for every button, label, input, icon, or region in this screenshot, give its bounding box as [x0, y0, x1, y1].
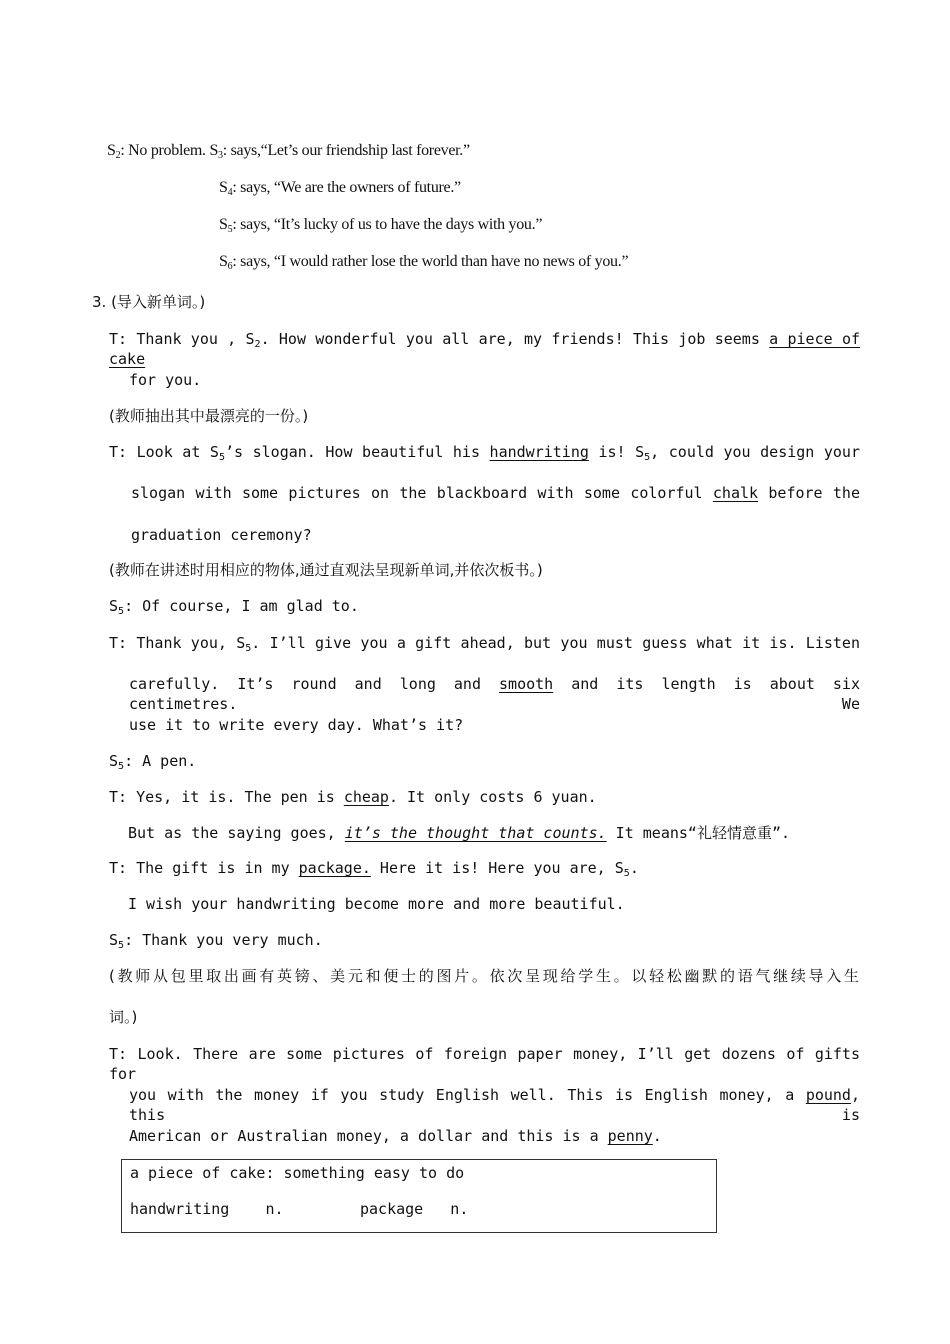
dialogue-s4: [219, 178, 461, 198]
dialogue-text: : says,“Let’s our friendship last forever.”: [222, 142, 470, 159]
saying-phrase: it’s the thought that counts.: [344, 824, 607, 842]
student-reply-2: [109, 751, 196, 771]
teacher-line-5-cont: I wish your handwriting become more and more beautiful.: [128, 895, 625, 913]
dialogue-text: : No problem.: [120, 142, 210, 159]
text: . It only costs 6 yuan.: [388, 788, 597, 806]
dialogue-s5: [219, 215, 542, 235]
speaker-sub: 5: [218, 452, 225, 463]
text: is! S: [588, 443, 645, 461]
speaker-sub: 2: [254, 339, 261, 350]
teacher-note-1: (教师抽出其中最漂亮的一份。): [109, 407, 309, 425]
teacher-line-3-end: use it to write every day. What’s it?: [129, 716, 464, 734]
text: . I’ll give you a gift ahead, but you must guess what it is. Listen: [251, 634, 860, 652]
teacher-line-1: [109, 329, 860, 369]
text: , this is: [129, 1086, 860, 1124]
teacher-line-3-cont: [129, 674, 860, 714]
dialogue-s6: [219, 252, 628, 272]
text: , could you design your: [650, 443, 860, 461]
teacher-line-4: [109, 787, 597, 807]
teacher-line-1-cont: for you.: [129, 371, 202, 389]
speaker-sub: 5: [623, 868, 630, 879]
vocab-word: smooth: [499, 675, 554, 693]
teacher-line-6-end: [129, 1126, 662, 1146]
student-reply-3: [109, 930, 323, 950]
teacher-note-3-cont: 词。): [109, 1008, 138, 1026]
text: T: Thank you, S: [109, 634, 246, 652]
text: .: [629, 859, 639, 877]
text: slogan with some pictures on the blackboard with some colorful: [131, 484, 713, 502]
vocab-word: chalk: [712, 484, 759, 502]
speaker: S: [109, 931, 119, 949]
speaker: S: [219, 216, 228, 233]
teacher-line-2: [109, 442, 860, 462]
teacher-line-2-cont: [131, 483, 860, 503]
text: before the: [758, 484, 860, 502]
dialogue-text: : says, “We are the owners of future.”: [232, 179, 461, 196]
teacher-line-6-cont: [129, 1085, 860, 1125]
text: : Of course, I am glad to.: [124, 597, 359, 615]
text: ’s slogan. How beautiful his: [225, 443, 490, 461]
student-reply-1: [109, 596, 359, 616]
speaker-sub: 6: [227, 261, 233, 272]
speaker-sub: 5: [644, 452, 651, 463]
text: and its length is about six centimetres. We: [129, 675, 860, 713]
text: Here it is! Here you are, S: [370, 859, 624, 877]
speaker: S: [219, 179, 228, 196]
speaker: S: [219, 253, 228, 270]
vocab-box-item-package: package n.: [360, 1200, 469, 1218]
vocab-word: penny: [607, 1127, 653, 1145]
text: : A pen.: [124, 752, 197, 770]
text: T: Yes, it is. The pen is: [109, 788, 344, 806]
teacher-line-3: [109, 633, 860, 653]
text: But as the saying goes,: [128, 824, 345, 842]
text: T: Look at S: [109, 443, 219, 461]
text: It means“礼轻情意重”.: [606, 824, 791, 842]
vocab-box-item-handwriting: handwriting n.: [130, 1200, 284, 1218]
text: American or Australian money, a dollar and this is a: [129, 1127, 608, 1145]
dialogue-text: : says, “It’s lucky of us to have the days with you.”: [232, 216, 543, 233]
speaker: S: [109, 597, 119, 615]
teacher-line-2-end: graduation ceremony?: [131, 526, 312, 544]
speaker-sub: 5: [118, 940, 125, 951]
text: you with the money if you study English well. This is English money, a: [129, 1086, 806, 1104]
dialogue-s2-s3: [107, 141, 470, 161]
speaker: S: [109, 752, 119, 770]
speaker-sub: 5: [118, 761, 125, 772]
speaker-sub: 2: [115, 150, 121, 161]
speaker-sub: 4: [227, 187, 233, 198]
text: . How wonderful you all are, my friends! This job seems: [260, 330, 770, 348]
vocab-word: a piece of cake: [109, 330, 860, 368]
dialogue-text: : says, “I would rather lose the world than have no news of you.”: [232, 253, 629, 270]
speaker: S: [209, 142, 219, 159]
vocab-word: pound: [805, 1086, 851, 1104]
vocab-word: handwriting: [489, 443, 589, 461]
speaker-sub: 5: [118, 606, 125, 617]
teacher-line-5: [109, 858, 639, 878]
teacher-line-6: T: Look. There are some pictures of foreign paper money, I’ll get dozens of gifts for: [109, 1045, 860, 1083]
vocab-word: package.: [298, 859, 371, 877]
speaker-sub: 5: [227, 224, 233, 235]
text: .: [652, 1127, 662, 1145]
vocab-word: cheap: [343, 788, 389, 806]
speaker: S: [107, 142, 116, 159]
vocab-box-definition: a piece of cake: something easy to do: [130, 1164, 465, 1182]
text: : Thank you very much.: [124, 931, 323, 949]
teacher-line-4-cont: [128, 823, 790, 843]
teacher-note-3: (教师从包里取出画有英镑、美元和便士的图片。依次呈现给学生。以轻松幽默的语气继续导入生: [109, 967, 859, 985]
text: T: The gift is in my: [109, 859, 299, 877]
speaker-sub: 3: [218, 150, 223, 161]
text: T: Thank you , S: [109, 330, 255, 348]
section-heading: 3. (导入新单词。): [92, 293, 206, 311]
speaker-sub: 5: [245, 643, 252, 654]
teacher-note-2: (教师在讲述时用相应的物体,通过直观法呈现新单词,并依次板书。): [109, 561, 543, 579]
text: carefully. It’s round and long and: [129, 675, 500, 693]
